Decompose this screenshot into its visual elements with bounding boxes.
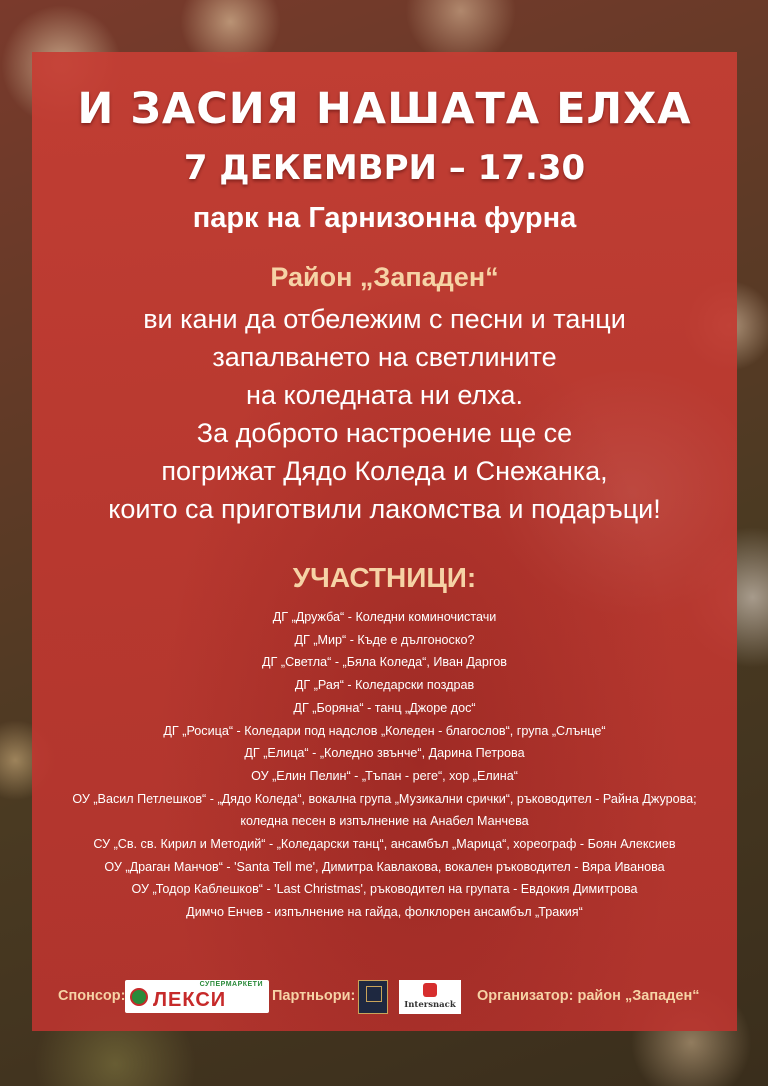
participant-item: ДГ „Светла“ - „Бяла Коледа“, Иван Даргов xyxy=(262,655,507,670)
sponsor-logo xyxy=(125,980,269,1013)
sponsor-logo-word: ЛЕКСИ xyxy=(153,989,227,1011)
invite-line: на коледната ни елха. xyxy=(246,380,523,410)
sponsor-label: Спонсор: xyxy=(58,988,126,1004)
participant-item: ДГ „Росица“ - Коледари под надслов „Коледен - благослов“, група „Слънце“ xyxy=(163,723,606,738)
invite-line: За доброто настроение ще се xyxy=(196,418,573,448)
participant-item: ДГ „Мир“ - Къде е дългоноско? xyxy=(294,632,475,647)
invite-line: погрижат Дядо Коледа и Снежанка, xyxy=(161,456,608,486)
participant-item: коледна песен в изпълнение на Анабел Манчева xyxy=(240,814,529,829)
partner-logo-intersnack xyxy=(399,980,461,1014)
lexi-emblem-icon xyxy=(130,988,148,1006)
participant-item: СУ „Св. св. Кирил и Методий“ - „Коледарски танц“, ансамбъл „Марица“, хореограф - Боян Алексиев xyxy=(93,837,676,852)
participants-list xyxy=(32,606,737,924)
invite-line: които са приготвили лакомства и подаръци! xyxy=(108,494,661,524)
poster-title: И ЗАСИЯ НАШАТА ЕЛХА xyxy=(77,84,692,134)
partner-emblem-icon xyxy=(366,986,382,1002)
intersnack-mark-icon xyxy=(423,983,437,997)
participant-item: ДГ „Елица“ - „Коледно звънче“, Дарина Петрова xyxy=(244,746,525,761)
participant-item: Димчо Енчев - изпълнение на гайда, фолклорен ансамбъл „Тракия“ xyxy=(186,905,583,920)
invite-line: ви кани да отбележим с песни и танци xyxy=(143,304,626,334)
partners-label: Партньори: xyxy=(272,988,356,1004)
sponsor-logo-tagline: СУПЕРМАРКЕТИ xyxy=(199,981,263,988)
organizer-label: Организатор: район „Западен“ xyxy=(477,988,700,1004)
invitation-text xyxy=(32,300,737,528)
partner-logo-name: Intersnack xyxy=(404,1000,456,1010)
participant-item: ДГ „Рая“ - Коледарски поздрав xyxy=(294,678,475,693)
event-place: парк на Гарнизонна фурна xyxy=(192,202,577,234)
participant-item: ОУ „Васил Петлешков“ - „Дядо Коледа“, вокална група „Музикални срички“, ръководител - Райна Джурова; xyxy=(72,791,697,806)
participant-item: ДГ „Боряна“ - танц „Джоре дос“ xyxy=(293,700,476,715)
participants-heading: УЧАСТНИЦИ: xyxy=(292,562,477,593)
participant-item: ДГ „Дружба“ - Коледни коминочистачи xyxy=(272,610,497,624)
participant-item: ОУ „Елин Пелин“ - „Тъпан - реге“, хор „Елина“ xyxy=(251,768,518,783)
participant-item: ОУ „Тодор Каблешков“ - 'Last Christmas', ръководител на групата - Евдокия Димитрова xyxy=(131,882,638,897)
participant-item: ОУ „Драган Манчов“ - 'Santa Tell me', Димитра Кавлакова, вокален ръководител - Вяра Иванова xyxy=(104,859,665,874)
district-name: Район „Западен“ xyxy=(270,262,499,292)
event-date: 7 ДЕКЕМВРИ – 17.30 xyxy=(183,148,586,188)
poster-footer xyxy=(32,977,737,1017)
invite-line: запалването на светлините xyxy=(212,342,557,372)
poster-card xyxy=(32,52,737,1031)
partner-logo-emblem xyxy=(358,980,388,1014)
